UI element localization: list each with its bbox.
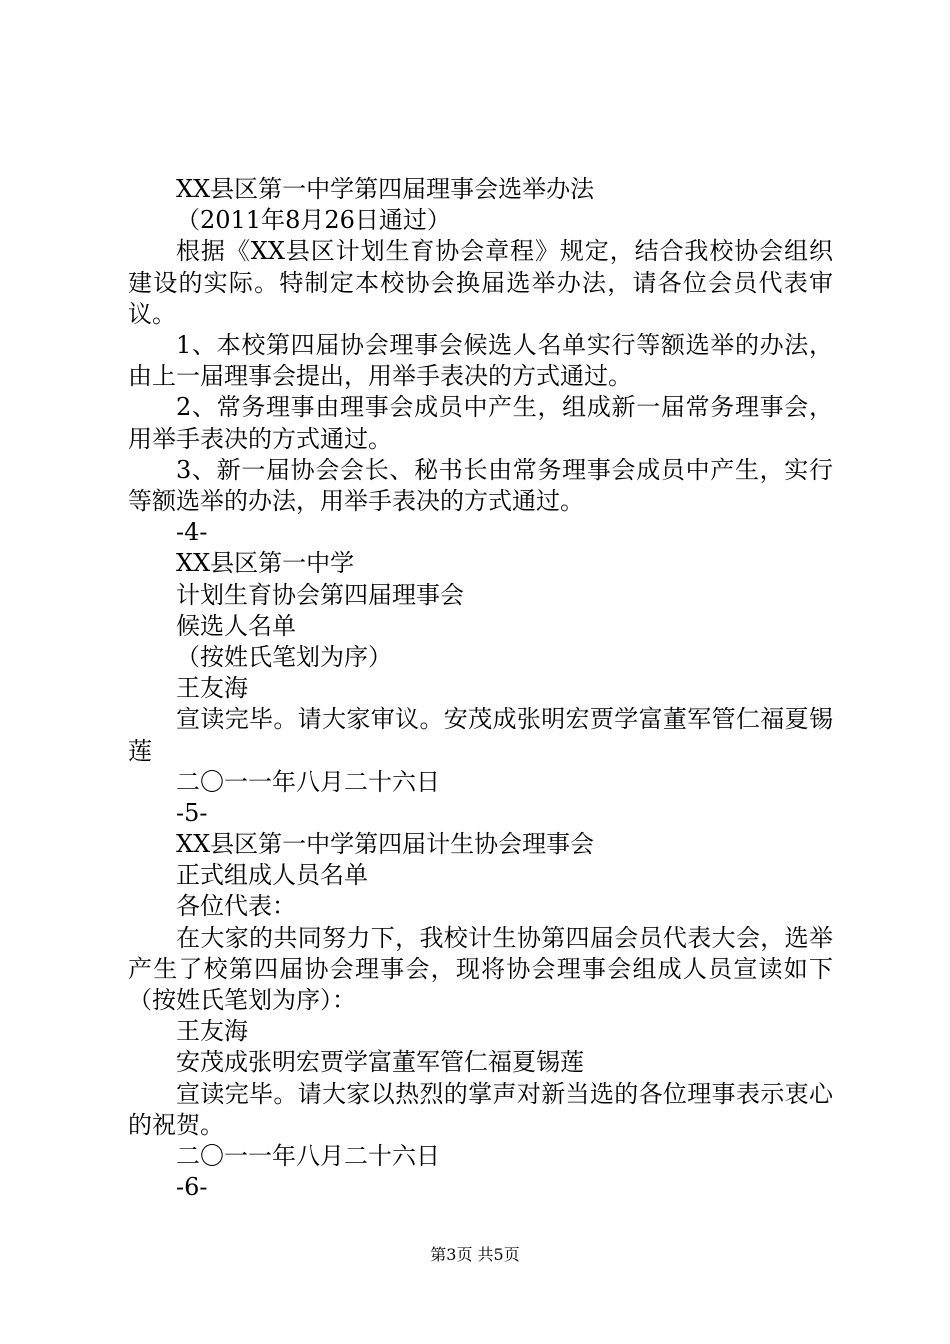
adoption-date-note: （2011年8月26日通过） <box>176 206 451 235</box>
date-chinese-2: 二〇一一年八月二十六日 <box>176 1142 440 1171</box>
reading-done-paragraph-1: 宣读完毕。请大家审议。安茂成张明宏贾学富董军管仁福夏锡莲 <box>128 705 833 765</box>
rule-item-3: 3、新一届协会会长、秘书长由常务理事会成员中产生，实行等额选举的办法，用举手表决的方式通过。 <box>128 455 833 515</box>
rule-item-2: 2、常务理事由理事会成员中产生，组成新一届常务理事会，用举手表决的方式通过。 <box>128 393 833 453</box>
page-mark-5: -5- <box>176 798 208 827</box>
date-chinese-1: 二〇一一年八月二十六日 <box>176 767 440 796</box>
members-title-line2: 正式组成人员名单 <box>176 861 368 890</box>
reading-done-paragraph-2: 宣读完毕。请大家以热烈的掌声对新当选的各位理事表示衷心的祝贺。 <box>128 1079 833 1139</box>
candidate-name-wang: 王友海 <box>176 674 248 703</box>
members-body-paragraph: 在大家的共同努力下，我校计生协第四届会员代表大会，选举产生了校第四届协会理事会，现将协会理事会组成人员宣读如下（按姓氏笔划为序）： <box>128 923 833 1015</box>
member-name-wang: 王友海 <box>176 1017 248 1046</box>
page-footer: 第3页 共5页 <box>430 1245 520 1264</box>
candidate-title-line3: 候选人名单 <box>176 611 296 640</box>
rule-item-1: 1、本校第四届协会理事会候选人名单实行等额选举的办法，由上一届理事会提出，用举手表决的方式通过。 <box>128 330 833 391</box>
document-body <box>128 174 833 1203</box>
intro-paragraph: 根据《XX县区计划生育协会章程》规定，结合我校协会组织建设的实际。特制定本校协会换届选举办法，请各位会员代表审议。 <box>128 237 833 328</box>
members-title-line1: XX县区第一中学第四届计生协会理事会 <box>176 830 595 859</box>
salutation: 各位代表： <box>176 892 296 921</box>
candidate-title-line2: 计划生育协会第四届理事会 <box>176 580 464 609</box>
candidate-title-line1: XX县区第一中学 <box>176 549 355 578</box>
order-note: （按姓氏笔划为序） <box>176 642 392 671</box>
member-names-list: 安茂成张明宏贾学富董军管仁福夏锡莲 <box>176 1048 584 1077</box>
page-mark-6: -6- <box>176 1173 208 1202</box>
section-title-election-rules: XX县区第一中学第四届理事会选举办法 <box>176 175 595 203</box>
page-mark-4: -4- <box>176 518 208 547</box>
